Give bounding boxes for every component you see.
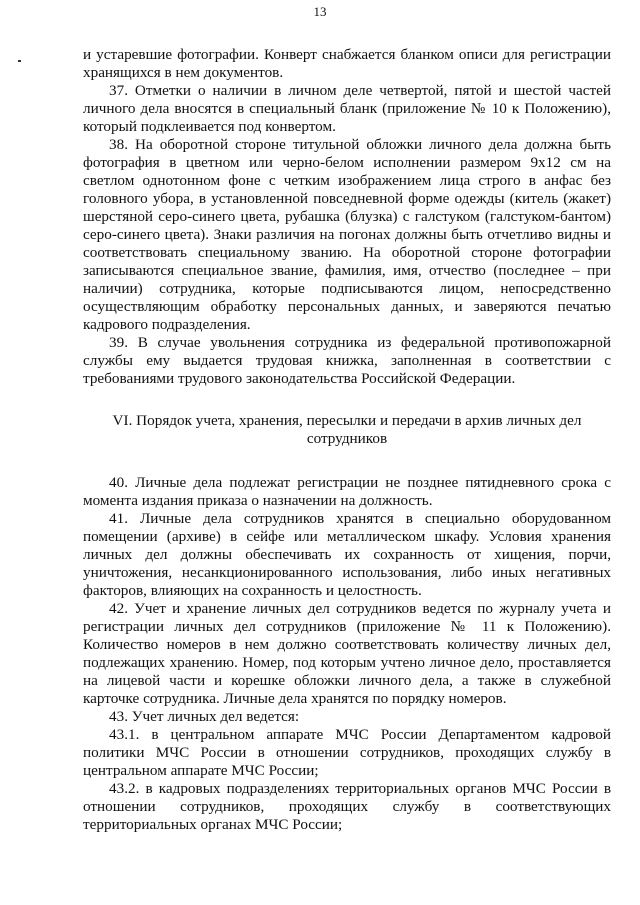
paragraph-38: 38. На оборотной стороне титульной обложки личного дела должна быть фотография в цветном или черно-белом исполнении размером 9х12 см на светлом однотонном фоне с четким изображением лица строго в анфас без головного убора, в установленной повседневной форме одежды (китель (жакет) шерстяной серо-синего цвета, рубашка (блузка) с галстуком (галстуком-бантом) серо-синего цвета). Знаки различия на погонах должны быть отчетливо видны и соответствовать специальному званию. На оборотной стороне фотографии записываются специальное звание, фамилия, имя, отчество (последнее – при наличии) сотрудника, которые подписываются лицом, непосредственно осуществляющим обработку персональных данных, и заверяются печатью кадрового подразделения. [83, 136, 611, 333]
page-number: 13 [313, 4, 327, 19]
paragraph-continuation: и устаревшие фотографии. Конверт снабжается бланком описи для регистрации хранящихся в нем документов. [83, 46, 611, 81]
paragraph-40: 40. Личные дела подлежат регистрации не позднее пятидневного срока с момента издания приказа о назначении на должность. [83, 474, 611, 509]
section-heading: VI. Порядок учета, хранения, пересылки и передачи в архив личных дел сотрудников [112, 412, 582, 447]
paragraph-37: 37. Отметки о наличии в личном деле четвертой, пятой и шестой частей личного дела вносятся в специальный бланк (приложение № 10 к Положению), который подклеивается под конвертом. [83, 82, 611, 135]
paragraph-43: 43. Учет личных дел ведется: [109, 708, 300, 725]
document-body [83, 46, 611, 834]
paragraph-41: 41. Личные дела сотрудников хранятся в специально оборудованном помещении (архиве) в сейфе или металлическом шкафу. Условия хранения личных дел должны обеспечивать их сохранность от хищения, порчи, уничтожения, несанкционированного использования, либо иных негативных факторов, влияющих на сохранность и целостность. [83, 510, 611, 599]
paragraph-43-1: 43.1. в центральном аппарате МЧС России Департаментом кадровой политики МЧС России в отношении сотрудников, проходящих службу в центральном аппарате МЧС России; [83, 726, 611, 779]
paragraph-43-2: 43.2. в кадровых подразделениях территориальных органов МЧС России в отношении сотрудников, проходящих службу в соответствующих территориальных органах МЧС России; [83, 780, 611, 833]
scan-speck [18, 60, 21, 62]
paragraph-42: 42. Учет и хранение личных дел сотрудников ведется по журналу учета и регистрации личных дел сотрудников (приложение № 11 к Положению). Количество номеров в нем должно соответствовать количеству личных дел, подлежащих хранению. Номер, под которым учтено личное дело, проставляется на лицевой части и корешке обложки личного дела, а также в служебной карточке сотрудника. Личные дела хранятся по порядку номеров. [83, 600, 611, 707]
paragraph-39: 39. В случае увольнения сотрудника из федеральной противопожарной службы ему выдается трудовая книжка, заполненная в соответствии с требованиями трудового законодательства Российской Федерации. [83, 334, 611, 387]
